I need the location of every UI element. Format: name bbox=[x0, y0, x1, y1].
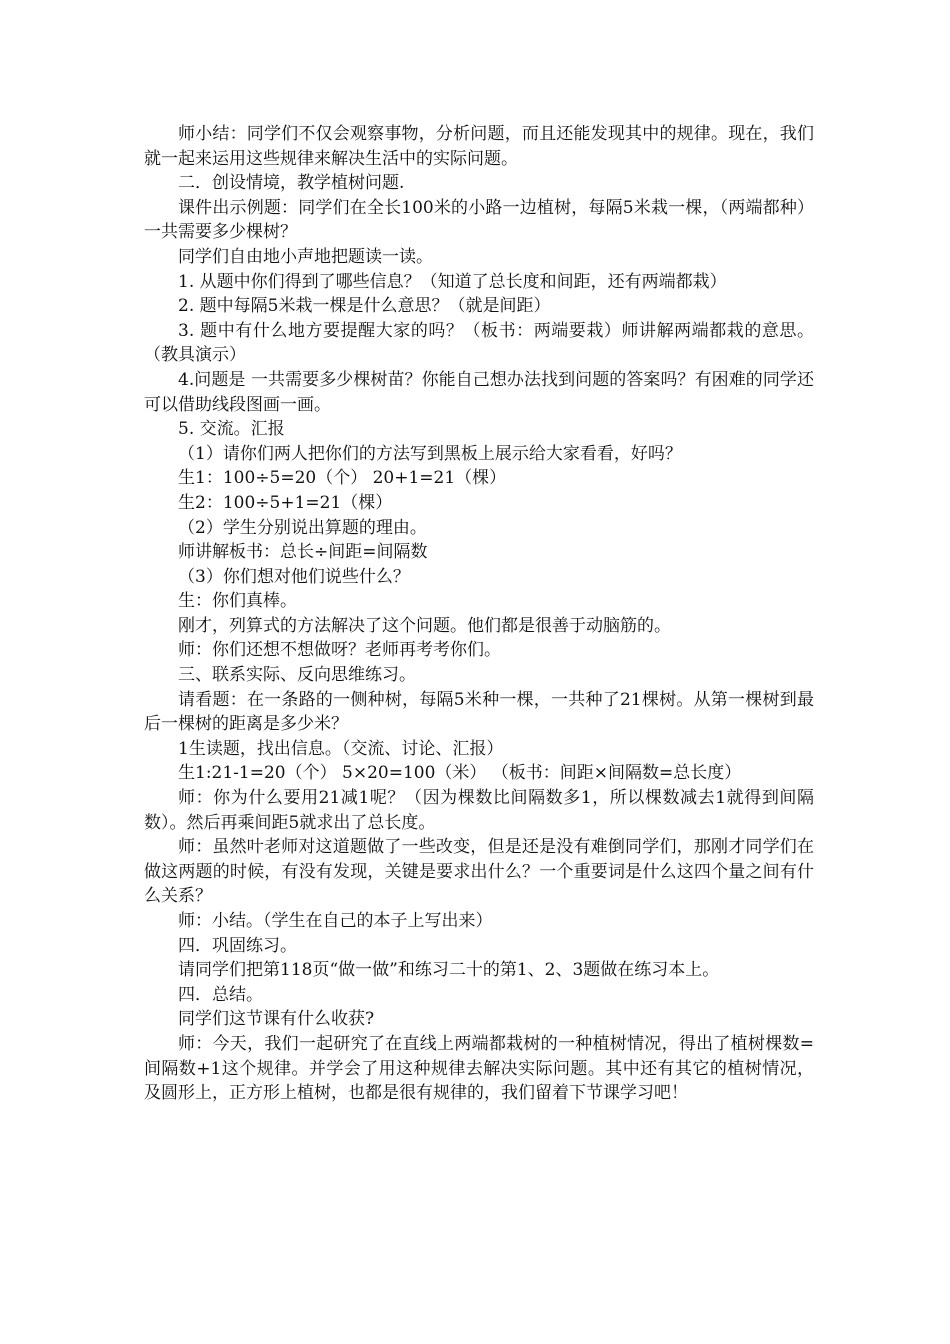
paragraph-problem: 请看题：在一条路的一侧种树，每隔5米种一棵，一共种了21棵树。从第一棵树到最后一棵树的距离是多少米？ bbox=[144, 689, 814, 735]
sub-item-2: （2）学生分别说出算题的理由。 bbox=[178, 517, 427, 538]
student-answer-3: 生1:21-1=20（个） 5×20=100（米） （板书：间距×间隔数=总长度） bbox=[178, 763, 742, 784]
list-item-4: 4.问题是 一共需要多少棵树苗？你能自己想办法找到问题的答案吗？有困难的同学还可以借助线段图画一画。 bbox=[144, 369, 814, 415]
teacher-line: 师：你们还想不想做呀？老师再考考你们。 bbox=[178, 640, 501, 661]
section-heading-3: 三、联系实际、反向思维练习。 bbox=[178, 665, 416, 686]
paragraph-example: 课件出示例题：同学们在全长100米的小路一边植树，每隔5米栽一棵，（两端都种）一共需要多少棵树？ bbox=[144, 197, 814, 243]
student-answer-1: 生1：100÷5=20（个） 20+1=21（棵） bbox=[178, 468, 507, 489]
student-reply: 生：你们真棒。 bbox=[178, 591, 297, 612]
student-answer-2: 生2：100÷5+1=21（棵） bbox=[178, 492, 393, 513]
paragraph-remark: 刚才，列算式的方法解决了这个问题。他们都是很善于动脑筋的。 bbox=[178, 615, 671, 636]
sub-item-1: （1）请你们两人把你们的方法写到黑板上展示给大家看看，好吗？ bbox=[178, 443, 682, 464]
paragraph-read: 同学们自由地小声地把题读一读。 bbox=[178, 246, 433, 267]
sub-item-3: （3）你们想对他们说些什么？ bbox=[178, 566, 410, 587]
list-item-2: 2. 题中每隔5米栽一棵是什么意思？（就是间距） bbox=[178, 296, 551, 317]
paragraph-conclusion: 师：今天，我们一起研究了在直线上两端都栽树的一种植树情况，得出了植树棵数=间隔数+1这个规律。并学会了用这种规律去解决实际问题。其中还有其它的植树情况，及圆形上，正方形上植树，也都是很有规律的，我们留着下节课学习吧！ bbox=[144, 1033, 814, 1104]
teacher-summary: 师：小结。（学生在自己的本子上写出来） bbox=[178, 911, 493, 931]
paragraph-exercise: 请同学们把第118页“做一做”和练习二十的第1、2、3题做在练习本上。 bbox=[178, 960, 720, 981]
teacher-discussion: 师：虽然叶老师对这道题做了一些改变，但是还是没有难倒同学们，那刚才同学们在做这两题的时候，有没有发现，关键是要求出什么？一个重要词是什么这四个量之间有什么关系？ bbox=[144, 837, 814, 907]
list-item-3: 3. 题中有什么地方要提醒大家的吗？（板书：两端要栽）师讲解两端都栽的意思。（教具演示） bbox=[144, 320, 814, 366]
list-item-5: 5. 交流。汇报 bbox=[178, 419, 285, 440]
list-item-1: 1. 从题中你们得到了哪些信息？（知道了总长度和间距，还有两端都栽） bbox=[178, 271, 727, 292]
section-heading-5: 四．总结。 bbox=[178, 984, 263, 1005]
paragraph-harvest: 同学们这节课有什么收获? bbox=[178, 1009, 375, 1030]
section-heading-2: 二．创设情境，教学植树问题. bbox=[178, 173, 405, 194]
section-heading-4: 四．巩固练习。 bbox=[178, 935, 297, 956]
teacher-question: 师：你为什么要用21减1呢？（因为棵数比间隔数多1，所以棵数减去1就得到间隔数）。然后再乘间距5就求出了总长度。 bbox=[144, 788, 814, 833]
paragraph-read-problem: 1生读题，找出信息。（交流、讨论、汇报） bbox=[178, 738, 504, 759]
board-note: 师讲解板书：总长÷间距=间隔数 bbox=[178, 542, 428, 563]
paragraph-summary: 师小结：同学们不仅会观察事物，分析问题，而且还能发现其中的规律。现在，我们就一起来运用这些规律来解决生活中的实际问题。 bbox=[144, 124, 814, 169]
document-body bbox=[144, 122, 814, 1106]
